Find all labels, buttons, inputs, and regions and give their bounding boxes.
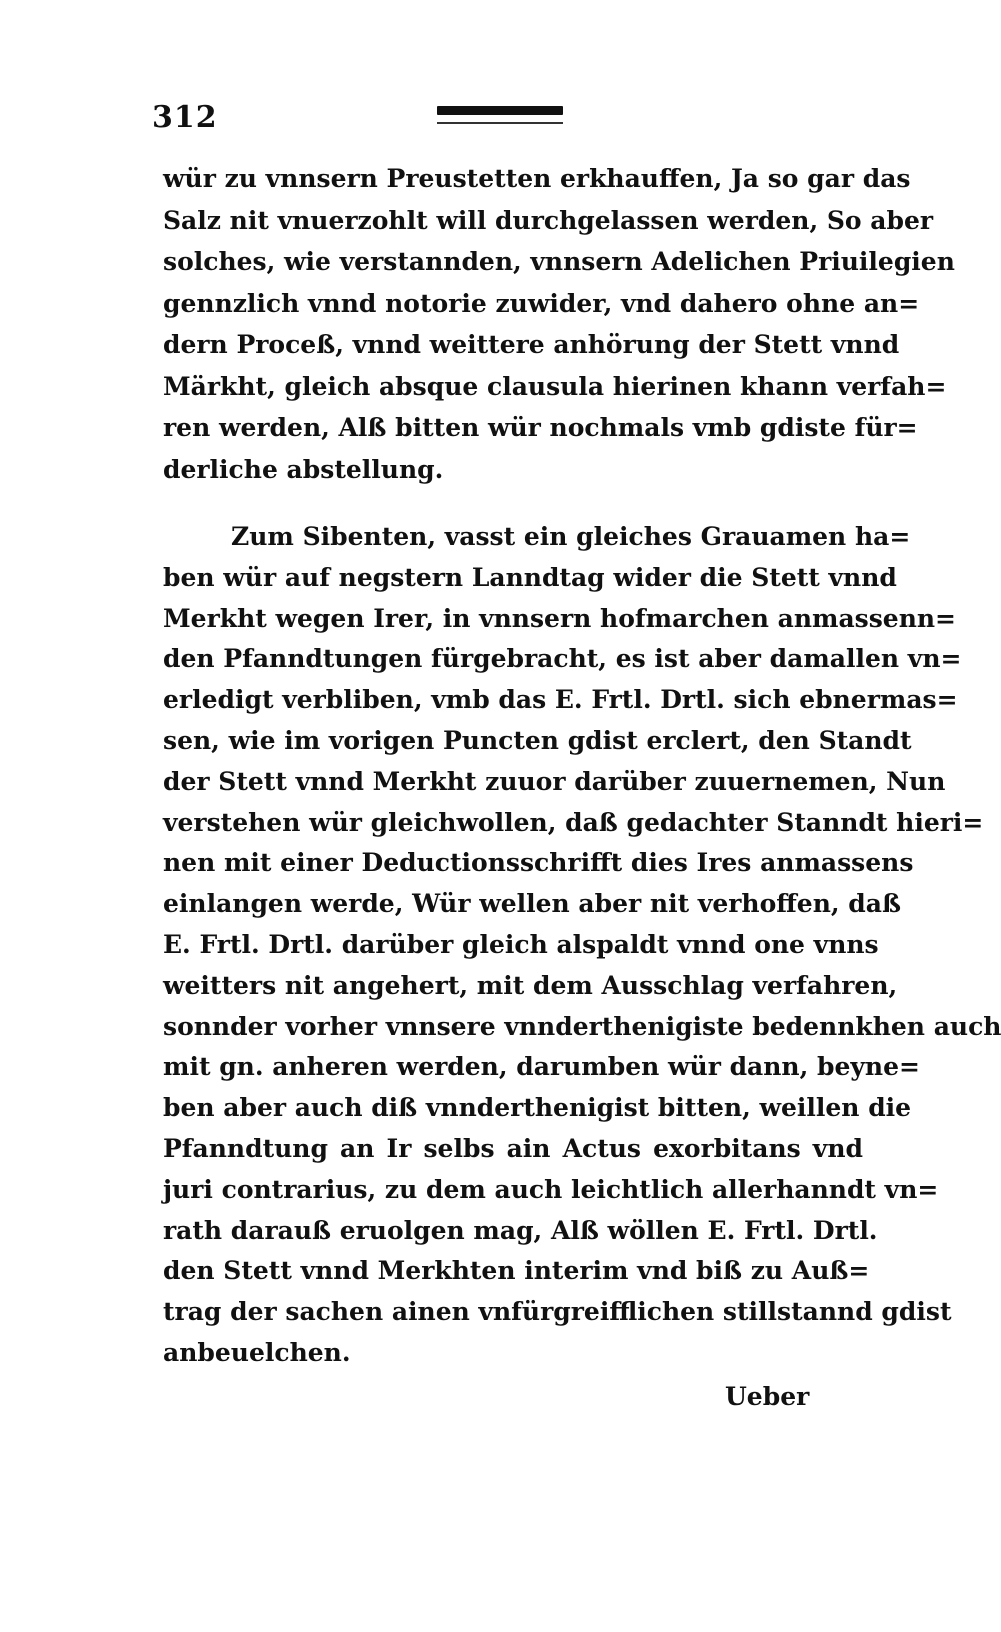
text-line: Zum Sibenten, vasst ein gleiches Grauamen ha=	[231, 522, 911, 551]
catchword: Ueber	[725, 1382, 810, 1411]
paragraph-2	[163, 517, 1001, 1374]
header-thin-rule	[437, 122, 563, 124]
text-line: Merkht wegen Irer, in vnnsern hofmarchen anmassenn=	[163, 603, 957, 633]
text-line: einlangen werde, Wür wellen aber nit verhoffen, daß	[163, 889, 901, 919]
text-line: erledigt verbliben, vmb das E. Frtl. Drtl. sich ebnermas=	[163, 685, 958, 715]
text-line: weitters nit angehert, mit dem Ausschlag verfahren,	[163, 970, 898, 1000]
text-line: Salz nit vnuerzohlt will durchgelassen werden, So aber	[163, 205, 934, 235]
text-line: dern Proceß, vnnd weittere anhörung der Stett vnnd	[163, 330, 900, 359]
page-number: 312	[152, 100, 218, 135]
text-line: Märkht, gleich absque clausula hierinen khann verfah=	[163, 371, 947, 401]
paragraph-1	[163, 158, 955, 490]
text-line: ben aber auch diß vnnderthenigist bitten, weillen die	[163, 1093, 912, 1123]
text-line: trag der sachen ainen vnfürgreifflichen stillstannd gdist	[163, 1297, 952, 1327]
text-line: verstehen wür gleichwollen, daß gedachter Stanndt hieri=	[163, 807, 984, 837]
text-line: juri contrarius, zu dem auch leichtlich allerhanndt vn=	[163, 1174, 939, 1204]
text-line: wür zu vnnsern Preustetten erkhauffen, Ja so gar das	[163, 164, 911, 193]
text-line: sen, wie im vorigen Puncten gdist erclert, den Standt	[163, 725, 912, 755]
text-line: sonnder vorher vnnsere vnnderthenigiste bedennkhen auch	[163, 1011, 1001, 1041]
text-line: den Stett vnnd Merkhten interim vnd biß zu Auß=	[163, 1256, 870, 1286]
text-line: mit gn. anheren werden, darumben wür dann, beyne=	[163, 1052, 920, 1082]
text-line: gennzlich vnnd notorie zuwider, vnd dahero ohne an=	[163, 288, 920, 318]
text-line: der Stett vnnd Merkht zuuor darüber zuuernemen, Nun	[163, 766, 946, 796]
text-line: anbeuelchen.	[163, 1337, 351, 1367]
text-line: ren werden, Alß bitten wür nochmals vmb gdiste für=	[163, 413, 918, 442]
text-line: ben wür auf negstern Lanndtag wider die Stett vnnd	[163, 562, 897, 592]
header-ornament-rule	[437, 106, 563, 115]
text-line: solches, wie verstannden, vnnsern Adelichen Priuilegien	[163, 247, 955, 276]
text-line: E. Frtl. Drtl. darüber gleich alspaldt vnnd one vnns	[163, 929, 879, 959]
text-line: Pfanndtung an Ir selbs ain Actus exorbitans vnd	[163, 1133, 863, 1163]
text-line: rath darauß eruolgen mag, Alß wöllen E. Frtl. Drtl.	[163, 1215, 878, 1245]
text-line: derliche abstellung.	[163, 454, 444, 484]
text-line: den Pfanndtungen fürgebracht, es ist aber damallen vn=	[163, 644, 962, 674]
text-line: nen mit einer Deductionsschrifft dies Ires anmassens	[163, 848, 914, 878]
